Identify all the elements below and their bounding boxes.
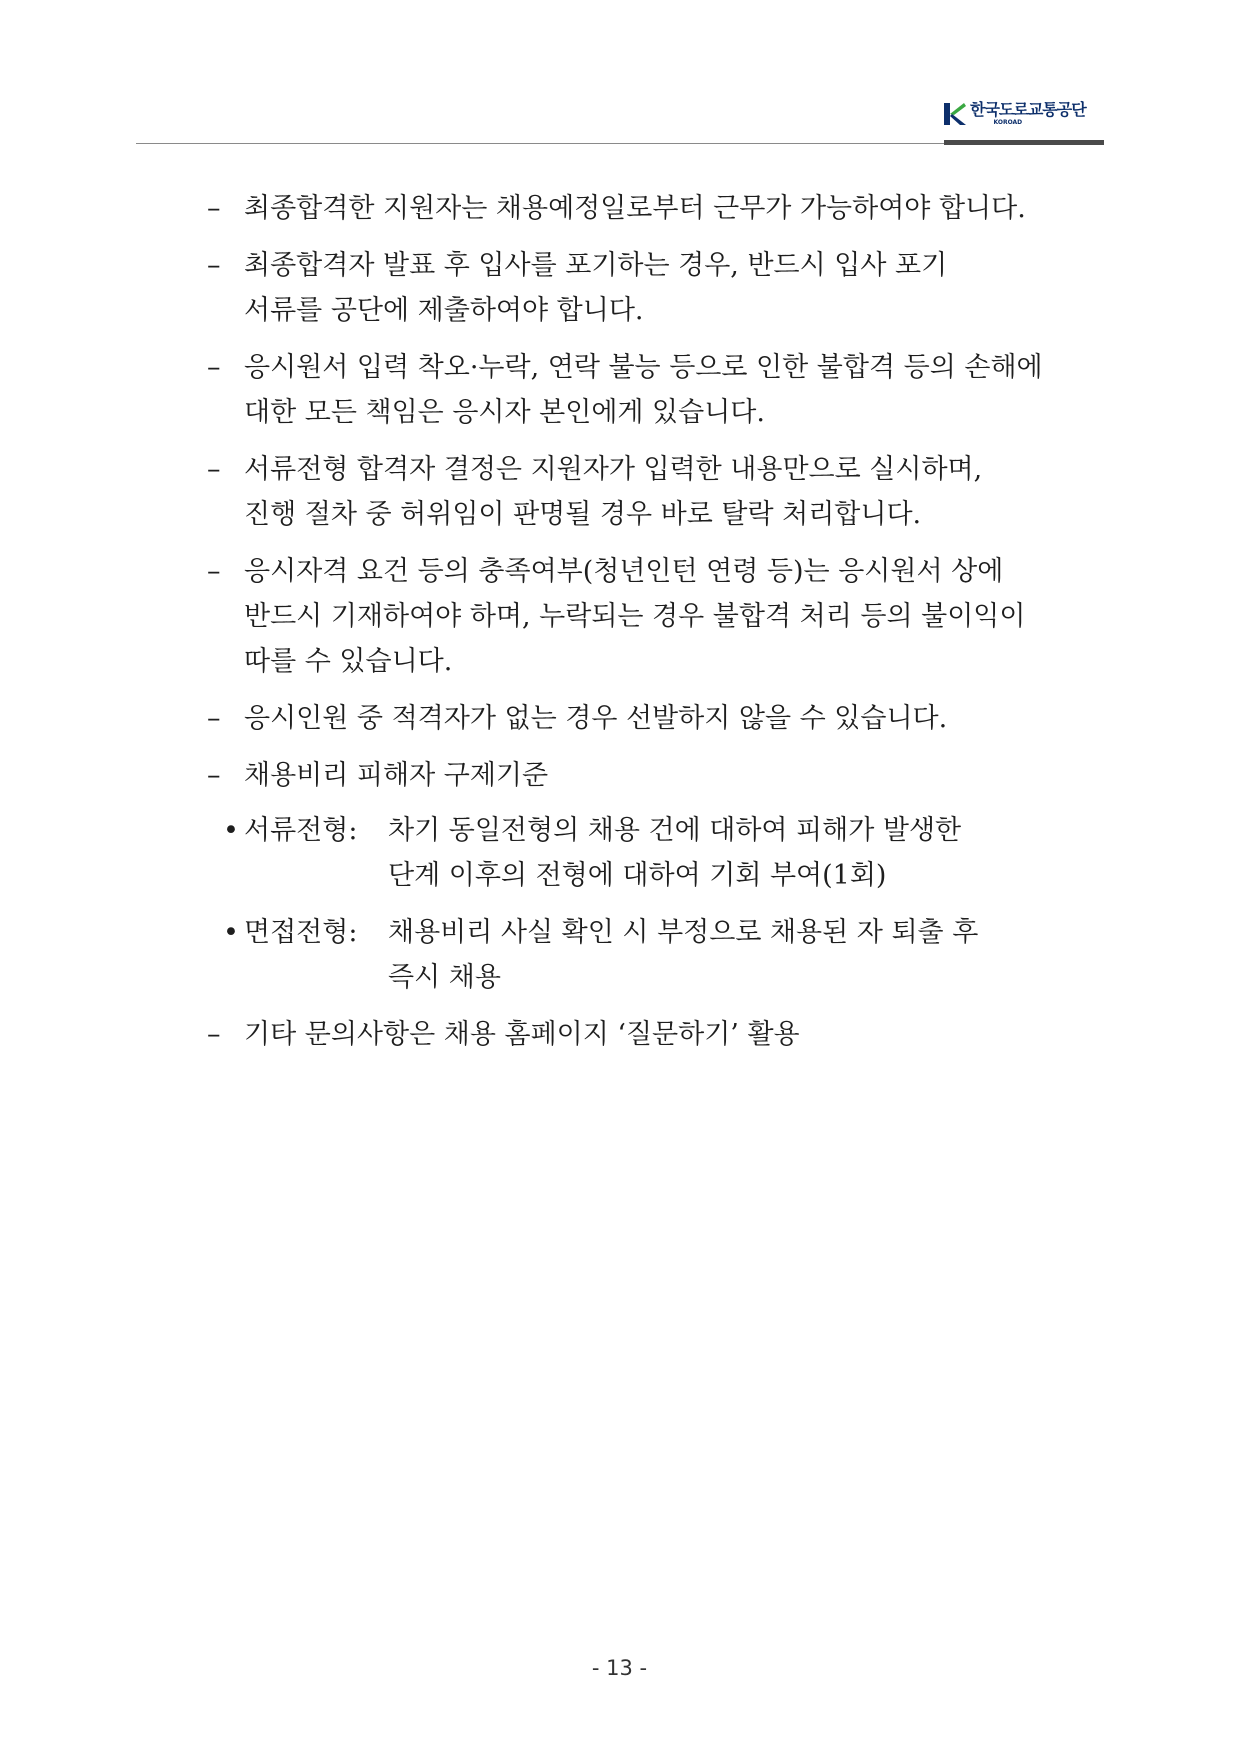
koroad-logo [944,101,1104,131]
item-line: 최종합격한 지원자는 채용예정일로부터 근무가 가능하여야 합니다. [244,193,1026,224]
list-item [207,447,1107,537]
koroad-k-logo-icon [944,103,966,125]
item-line: 최종합격자 발표 후 입사를 포기하는 경우, 반드시 입사 포기 [244,250,948,281]
item-line: 서류를 공단에 제출하여야 합니다. [244,295,644,326]
list-item [207,243,1107,333]
sub-list-item [223,910,1107,1000]
document-body [207,186,1107,1069]
list-item [207,186,1107,231]
item-line: 채용비리 피해자 구제기준 [244,760,549,791]
item-line: 응시자격 요건 등의 충족여부(청년인턴 연령 등)는 응시원서 상에 [244,556,1004,587]
dash-marker: – [207,250,221,281]
item-line: 응시인원 중 적격자가 없는 경우 선발하지 않을 수 있습니다. [244,703,948,734]
dash-marker: – [207,556,221,587]
dash-marker: – [207,454,221,485]
item-line: 반드시 기재하여야 하며, 누락되는 경우 불합격 처리 등의 불이익이 [244,601,1026,632]
page-number: - 13 - [591,1656,648,1680]
list-item [207,753,1107,798]
item-line: 따를 수 있습니다. [244,646,453,677]
sub-item-line: 채용비리 사실 확인 시 부정으로 채용된 자 퇴출 후 [388,917,979,948]
sub-item-line: 즉시 채용 [388,962,501,993]
bullet-marker: • [223,815,239,846]
logo-korean-name: 한국도로교통공단 [970,100,1086,119]
list-item [207,345,1107,435]
header-divider-accent [944,140,1104,145]
sub-item-line: 차기 동일전형의 채용 건에 대하여 피해가 발생한 [388,815,962,846]
bullet-marker: • [223,917,239,948]
sub-item-label: 서류전형: [244,815,358,846]
item-line: 서류전형 합격자 결정은 지원자가 입력한 내용만으로 실시하며, [244,454,983,485]
list-item [207,696,1107,741]
dash-marker: – [207,760,221,791]
sub-item-label: 면접전형: [244,917,358,948]
logo-english-name: KOROAD [993,119,1023,126]
sub-item-line: 단계 이후의 전형에 대하여 기회 부여(1회) [388,860,887,891]
sub-list-item [223,808,1107,898]
dash-marker: – [207,703,221,734]
dash-marker: – [207,193,221,224]
dash-marker: – [207,1019,221,1050]
item-line: 응시원서 입력 착오·누락, 연락 불능 등으로 인한 불합격 등의 손해에 [244,352,1043,383]
dash-marker: – [207,352,221,383]
list-item [207,549,1107,684]
item-line: 대한 모든 책임은 응시자 본인에게 있습니다. [244,397,765,428]
item-line: 진행 절차 중 허위임이 판명될 경우 바로 탈락 처리합니다. [244,499,922,530]
list-item [207,1012,1107,1057]
item-line: 기타 문의사항은 채용 홈페이지 ‘질문하기’ 활용 [244,1019,800,1050]
